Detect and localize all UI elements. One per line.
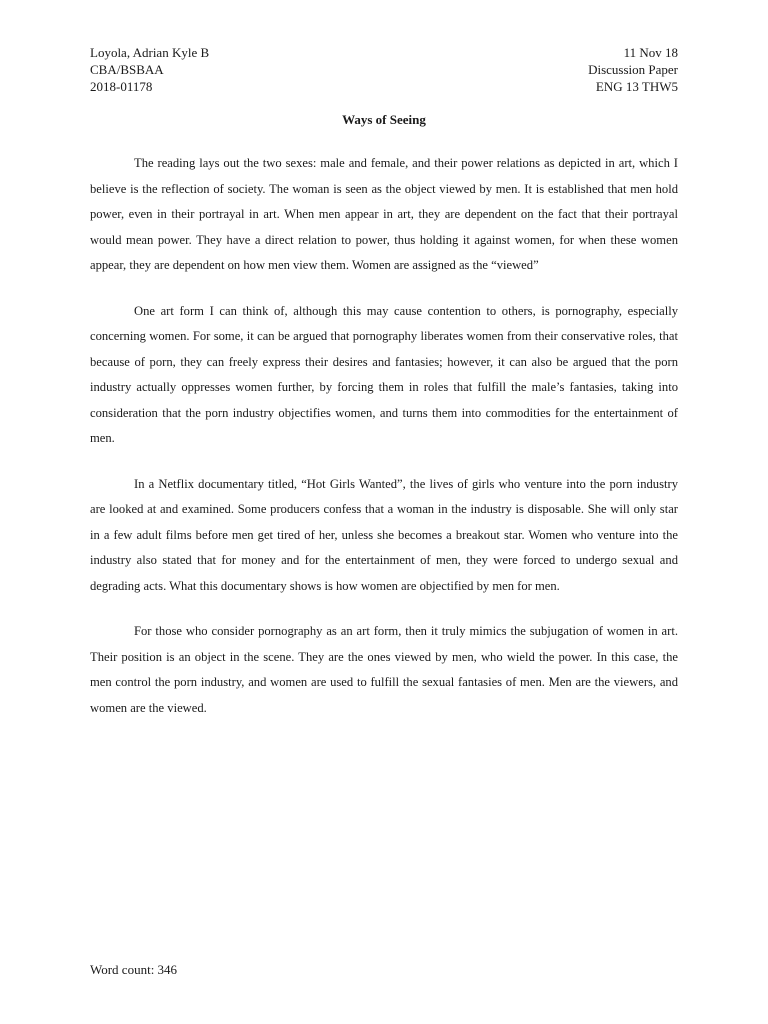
body-paragraph: For those who consider pornography as an art form, then it truly mimics the subjugation of women in art. Their position is an object in the scene. They are the ones viewed by men, who wield the power. In this case, the men control the porn industry, and women are used to fulfill the sexual fantasies of men. Men are the viewers, and women are the viewed. [90, 624, 678, 715]
paper-type: Discussion Paper [588, 62, 678, 77]
student-number: 2018-01178 [90, 79, 153, 94]
paper-date: 11 Nov 18 [623, 45, 678, 60]
body-paragraph: In a Netflix documentary titled, “Hot Girls Wanted”, the lives of girls who venture into the porn industry are looked at and examined. Some producers confess that a woman in the industry is disposable. She will only star in a few adult films before men get tired of her, unless she becomes a breakout star. Women who venture into the industry also stated that for money and for the entertainment of men, they were forced to undergo sexual and degrading acts. What this documentary shows is how women are objectified by men for men. [90, 476, 678, 593]
document-body [90, 151, 678, 741]
body-paragraph: The reading lays out the two sexes: male and female, and their power relations as depicted in art, which I believe is the reflection of society. The woman is seen as the object viewed by men. It is established that men hold power, even in their portrayal in art. When men appear in art, they are dependent on the fact that their portrayal would mean power. They have a direct relation to power, thus holding it against women, for when these women appear, they are dependent on how men view them. Women are assigned as the “viewed” [90, 156, 678, 272]
body-paragraph: One art form I can think of, although this may cause contention to others, is pornography, especially concerning women. For some, it can be argued that pornography liberates women from their conservative roles, that because of porn, they can freely express their desires and fantasies; however, it can also be argued that the porn industry actually oppresses women further, by forcing them in roles that fulfill the male’s fantasies, taking into consideration that the porn industry objectifies women, and turns them into commodities for the entertainment of men. [90, 303, 678, 445]
author-program: CBA/BSBAA [90, 62, 164, 77]
course-code: ENG 13 THW5 [595, 79, 678, 94]
author-name: Loyola, Adrian Kyle B [90, 45, 210, 60]
author-info [90, 44, 209, 95]
paper-info [588, 44, 678, 95]
word-count: Word count: 346 [90, 962, 178, 977]
document-header [90, 44, 678, 95]
document-title: Ways of Seeing [342, 112, 426, 127]
